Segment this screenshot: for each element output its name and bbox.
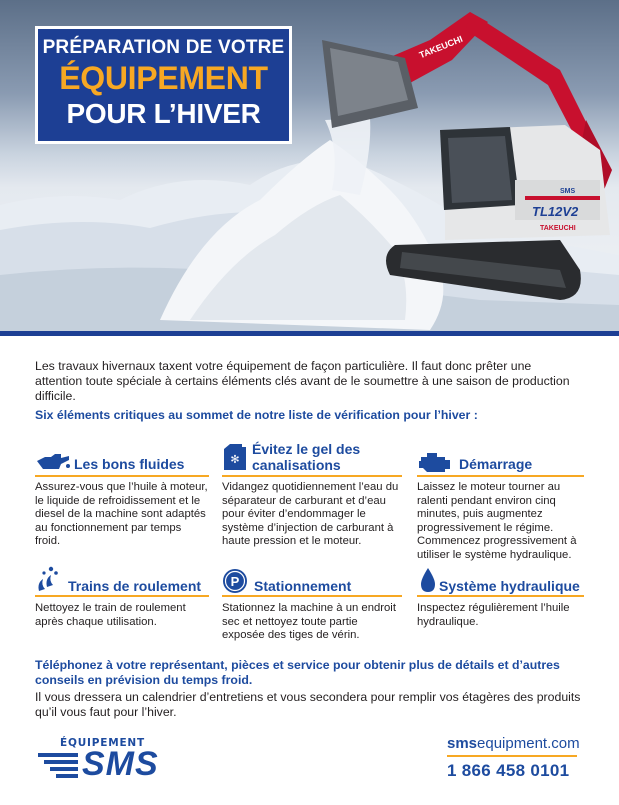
item-fluids — [35, 445, 209, 555]
oil-drop-icon — [419, 567, 437, 593]
title-line-1: PRÉPARATION DE VOTRE — [42, 37, 285, 58]
item-hydraulics-title: Système hydraulique — [439, 578, 580, 594]
title-line-3: POUR L’HIVER — [66, 98, 261, 129]
item-undercarriage — [35, 565, 209, 635]
item-startup — [417, 445, 584, 565]
machine-model-label: TL12V2 — [532, 204, 579, 219]
cta-headline: Téléphonez à votre représentant, pièces et service pour obtenir plus de détails et d’autres conseils en prévision du temps froid. — [35, 658, 560, 687]
parking-icon — [222, 568, 248, 594]
item-undercarriage-title: Trains de roulement — [68, 578, 202, 594]
hero-image — [0, 0, 619, 335]
item-fuel-lines — [222, 440, 402, 555]
item-startup-text: Laissez le moteur tourner au ralenti pendant environ cinq minutes, puis augmentez progressivement le régime. Commencez progressivement à utiliser le système hydraulique. — [417, 481, 577, 561]
title-box — [35, 26, 292, 144]
item-fluids-title: Les bons fluides — [74, 456, 185, 472]
website-bold: sms — [447, 735, 478, 752]
phone-number[interactable]: 1 866 458 0101 — [447, 761, 570, 780]
title-line-2: ÉQUIPEMENT — [59, 60, 268, 96]
cta-body: Il vous dressera un calendrier d’entretiens et vous secondera pour remplir vos étagères des produits qu’il vous faut pour l’hiver. — [35, 690, 581, 719]
boom-brand-label: TAKEUCHI — [417, 33, 465, 61]
hero-divider — [0, 331, 619, 336]
website-rest: equipment.com — [477, 735, 580, 752]
logo-wordmark: ÉQUIPEMENT — [60, 737, 145, 749]
svg-text:✻: ✻ — [230, 453, 240, 466]
item-parking-title: Stationnement — [254, 578, 352, 594]
item-startup-title: Démarrage — [459, 456, 533, 472]
item-parking — [222, 565, 402, 645]
item-fuel-lines-text: Vidangez quotidiennement l’eau du séparateur de carburant et d’eau pour éviter d’endommager le système d’injection de carburant à haute pression et le moteur. — [222, 481, 399, 548]
machine-brand-label: TAKEUCHI — [540, 225, 576, 232]
checklist-subhead: Six éléments critiques au sommet de notre liste de vérification pour l’hiver : — [35, 408, 478, 422]
machine-badge-label: SMS — [560, 188, 576, 195]
svg-text:P: P — [230, 574, 240, 589]
engine-icon — [417, 450, 453, 474]
item-hydraulics — [417, 565, 584, 635]
sms-equipment-logo — [38, 737, 198, 781]
item-parking-text: Stationnez la machine à un endroit sec et nettoyez toute partie exposée des tiges de vérin. — [222, 602, 396, 642]
item-hydraulics-text: Inspectez régulièrement l’huile hydraulique. — [417, 602, 570, 628]
frozen-fuel-can-icon — [222, 443, 248, 471]
oil-can-icon — [35, 451, 71, 473]
website-link[interactable] — [447, 735, 580, 757]
item-fluids-text: Assurez-vous que l’huile à moteur, le liquide de refroidissement et le diesel de la machine sont adaptés au fonctionnement par temps froid. — [35, 481, 208, 548]
intro-paragraph: Les travaux hivernaux taxent votre équipement de façon particulière. Il faut donc prêter une attention toute spéciale à certains éléments clés avant de le soumettre à une saison de production difficile. — [35, 359, 570, 403]
item-fuel-lines-title: Évitez le gel des canalisations — [252, 441, 361, 473]
logo-sms-text: SMS — [82, 745, 159, 783]
water-splash-icon — [35, 565, 63, 593]
item-undercarriage-text: Nettoyez le train de roulement après chaque utilisation. — [35, 602, 186, 628]
